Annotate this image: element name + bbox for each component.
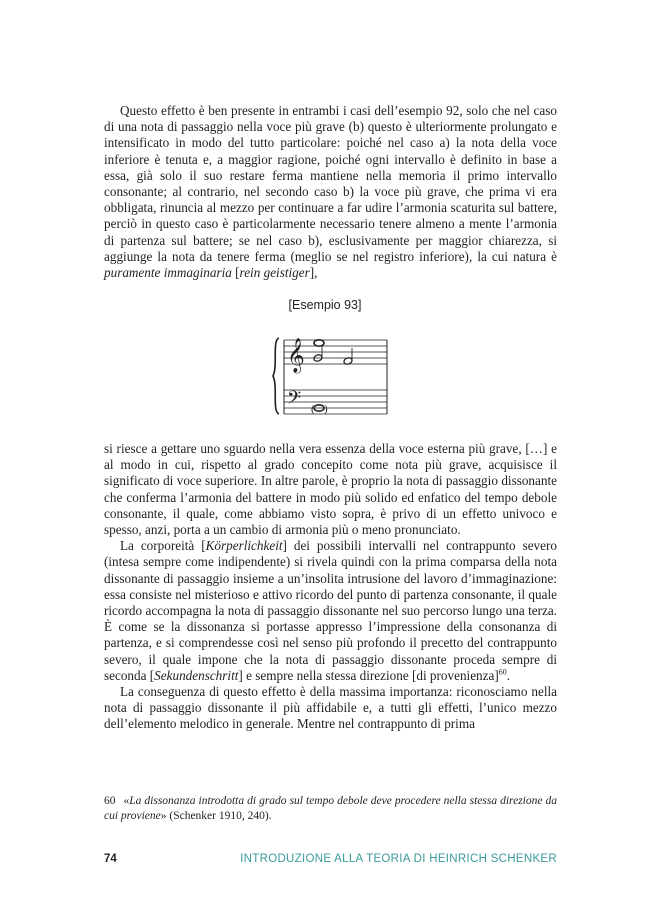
whole-note-upper — [314, 340, 324, 346]
paragraph: Questo effetto è ben presente in entrambi i casi dell’esempio 92, solo che nel caso di una nota di passaggio nella voce più grave (b) questo è ulteriormente prolungato e intensificato in modo del tutto particolare: poiché nel caso a) la nota della voce inferiore è tenuta e, a maggior ragione, poiché ogni intervallo è definito in base a essa, già solo il suo restare ferma mantiene nella memoria il primo intervallo consonante; al contrario, nel secondo caso b) la voce più grave, che prima vi era obbligata, rinuncia al mezzo per continuare a far udire l’armonia scaturita sul battere, perciò in questo caso è particolarmente necessario tenere almeno a mente l’armonia di partenza sul battere; se nel caso b), esclusivamente per maggior chiarezza, si aggiunge la nota da tenere ferma (meglio se nel registro inferiore), la cui natura è puramente immaginaria [rein geistiger], — [104, 103, 557, 281]
paren-left: ( — [311, 403, 315, 415]
german-term: Sekundenschritt — [154, 667, 239, 683]
music-example-93 — [270, 328, 390, 424]
german-term: rein geistiger — [239, 265, 310, 281]
footnote-quote: La dissonanza introdotta di grado sul tempo debole deve procedere nella stessa direzione da cui proviene — [104, 795, 557, 822]
example-caption: [Esempio 93] — [288, 298, 362, 312]
body-text-bottom — [104, 441, 557, 733]
system-brace — [273, 338, 279, 414]
italic-phrase: puramente immaginaria — [104, 265, 232, 281]
page-number: 74 — [104, 853, 117, 865]
footnote: 60 «La dissonanza introdotta di grado sul tempo debole deve procedere nella stessa direzione da cui proviene» (Schenker 1910, 240). — [104, 795, 557, 822]
running-head: INTRODUZIONE ALLA TEORIA DI HEINRICH SCHENKER — [240, 853, 557, 865]
paragraph: si riesce a gettare uno sguardo nella vera essenza della voce esterna più grave, […] e al modo in cui, rispetto al grado concepito come nota più grave, acquisisce il significato di voce superiore. In altre parole, è proprio la nota di passaggio dissonante che conferma l’armonia del battere in modo più solido ed enfatico del tempo debole consonante, il quale, come abbiamo visto sopra, è privo di un effetto univoco e spesso, anzi, porta a un cambio di armonia più o meno pronunciato. — [104, 441, 557, 538]
footnote-number: 60 — [104, 795, 116, 807]
german-term: Körperlichkeit — [205, 538, 283, 554]
body-text-top — [104, 103, 557, 281]
paren-right: ) — [324, 403, 328, 415]
paragraph: La corporeità [Körperlichkeit] dei possibili intervalli nel contrappunto severo (intesa sempre come indipendente) si rivela quindi con la prima comparsa della nota dissonante di passaggio insieme a un’insolita intrusione del lavoro d’immaginazione: essa consiste nel misterioso e attivo ricordo del punto di partenza consonante, il quale ricordo accompagna la nota di passaggio dissonante nel suo percorso lungo una terza. È come se la dissonanza si portasse appresso l’impressione della consonanza di partenza, e si comprendesse così nel senso più profondo il precetto del contrappunto severo, il quale impone che la nota di passaggio dissonante proceda sempre di seconda [Sekundenschritt] e sempre nella stessa direzione [di provenienza]$^{60}$. — [104, 538, 557, 683]
bass-clef-icon: 𝄢 — [287, 388, 302, 413]
footnote-ref[interactable]: 60 — [498, 667, 507, 677]
treble-clef-icon: 𝄞 — [287, 338, 305, 373]
paragraph: La conseguenza di questo effetto è della massima importanza: riconosciamo nella nota di passaggio dissonante il più affidabile e, a tutti gli effetti, l’unico mezzo dell’elemento melodico in generale. Mentre nel contrappunto di prima — [104, 684, 557, 732]
